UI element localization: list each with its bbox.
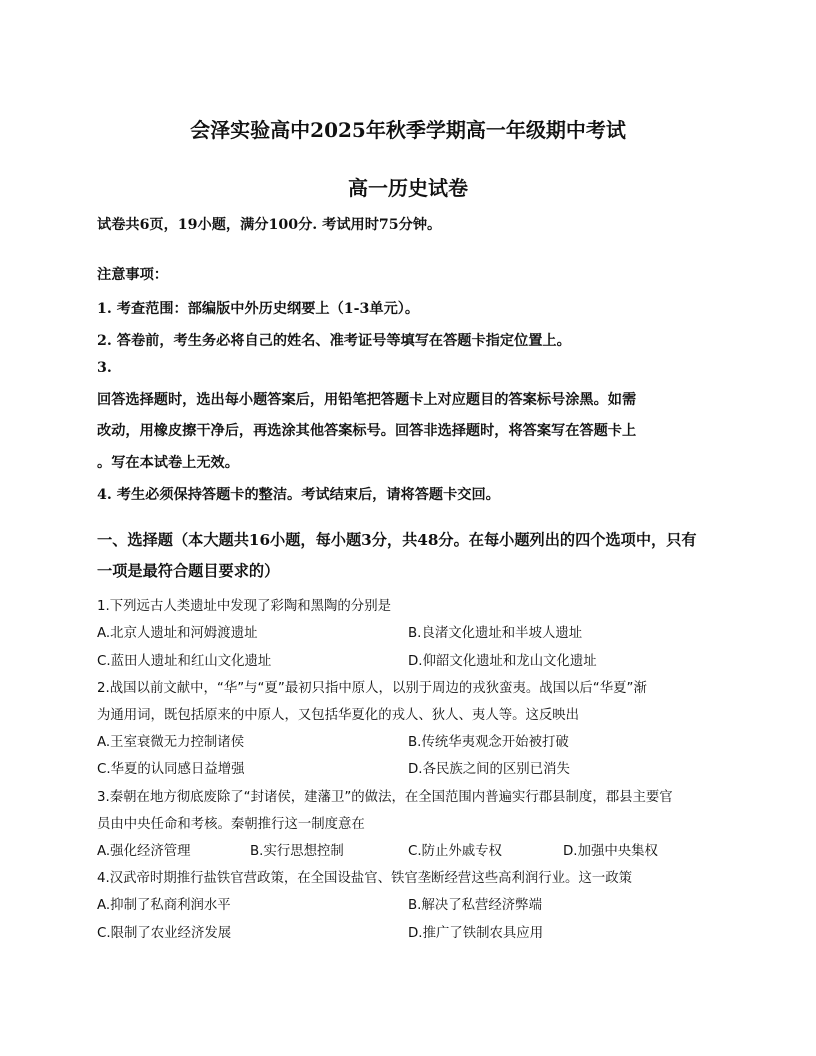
- question-1-option-c: C.蓝田人遗址和红山文化遗址: [97, 654, 272, 669]
- question-2-stem-line-1: 2.战国以前文献中，“华”与“夏”最初只指中原人，以别于周边的戎狄蛮夷。战国以后“华夏”渐: [97, 681, 647, 696]
- notice-item-3-line-3: 。写在本试卷上无效。: [97, 455, 239, 471]
- question-1-option-d: D.仰韶文化遗址和龙山文化遗址: [408, 654, 597, 669]
- notice-item-4: 4. 考生必须保持答题卡的整洁。考试结束后，请将答题卡交回。: [97, 487, 500, 503]
- question-3-option-c: C.防止外戚专权: [408, 844, 502, 859]
- question-1-option-a: A.北京人遗址和河姆渡遗址: [97, 626, 258, 641]
- question-3-option-d: D.加强中央集权: [563, 844, 658, 859]
- exam-intro: 试卷共6页，19小题，满分100分. 考试用时75分钟。: [97, 217, 442, 233]
- question-3-option-b: B.实行思想控制: [250, 844, 344, 859]
- question-4-option-a: A.抑制了私商利润水平: [97, 898, 231, 913]
- question-2-stem-line-2: 为通用词，既包括原来的中原人，又包括华夏化的戎人、狄人、夷人等。这反映出: [97, 708, 580, 723]
- question-3-stem-line-2: 员由中央任命和考核。秦朝推行这一制度意在: [97, 817, 365, 832]
- notice-heading: 注意事项：: [97, 267, 168, 283]
- question-2-option-d: D.各民族之间的区别已消失: [408, 762, 570, 777]
- question-2-option-c: C.华夏的认同感日益增强: [97, 762, 245, 777]
- question-4-option-c: C.限制了农业经济发展: [97, 926, 232, 941]
- exam-subtitle: 高一历史试卷: [348, 176, 468, 200]
- section-heading-line-1: 一、选择题（本大题共16小题，每小题3分，共48分。在每小题列出的四个选项中，只有: [97, 531, 697, 549]
- notice-item-3-line-1: 回答选择题时，选出每小题答案后，用铅笔把答题卡上对应题目的答案标号涂黑。如需: [97, 392, 637, 408]
- question-4-option-b: B.解决了私营经济弊端: [408, 898, 542, 913]
- exam-title: 会泽实验高中2025年秋季学期高一年级期中考试: [190, 118, 626, 142]
- question-2-option-b: B.传统华夷观念开始被打破: [408, 735, 569, 750]
- question-3-stem-line-1: 3.秦朝在地方彻底废除了“封诸侯，建藩卫”的做法，在全国范围内普遍实行郡县制度，郡县主要官: [97, 790, 673, 805]
- question-2-option-a: A.王室衰微无力控制诸侯: [97, 735, 245, 750]
- question-3-option-a: A.强化经济管理: [97, 844, 191, 859]
- notice-item-3-number: 3.: [97, 360, 112, 376]
- section-heading-line-2: 一项是最符合题目要求的）: [97, 562, 280, 580]
- notice-item-2: 2. 答卷前，考生务必将自己的姓名、准考证号等填写在答题卡指定位置上。: [97, 333, 571, 349]
- question-1-stem: 1.下列远古人类遗址中发现了彩陶和黑陶的分别是: [97, 599, 391, 614]
- question-4-stem: 4.汉武帝时期推行盐铁官营政策，在全国设盐官、铁官垄断经营这些高利润行业。这一政策: [97, 871, 633, 886]
- notice-item-1: 1. 考查范围：部编版中外历史纲要上（1-3单元）。: [97, 301, 420, 317]
- question-4-option-d: D.推广了铁制农具应用: [408, 926, 544, 941]
- question-1-option-b: B.良渚文化遗址和半坡人遗址: [408, 626, 583, 641]
- notice-item-3-line-2: 改动，用橡皮擦干净后，再选涂其他答案标号。回答非选择题时，将答案写在答题卡上: [97, 423, 637, 439]
